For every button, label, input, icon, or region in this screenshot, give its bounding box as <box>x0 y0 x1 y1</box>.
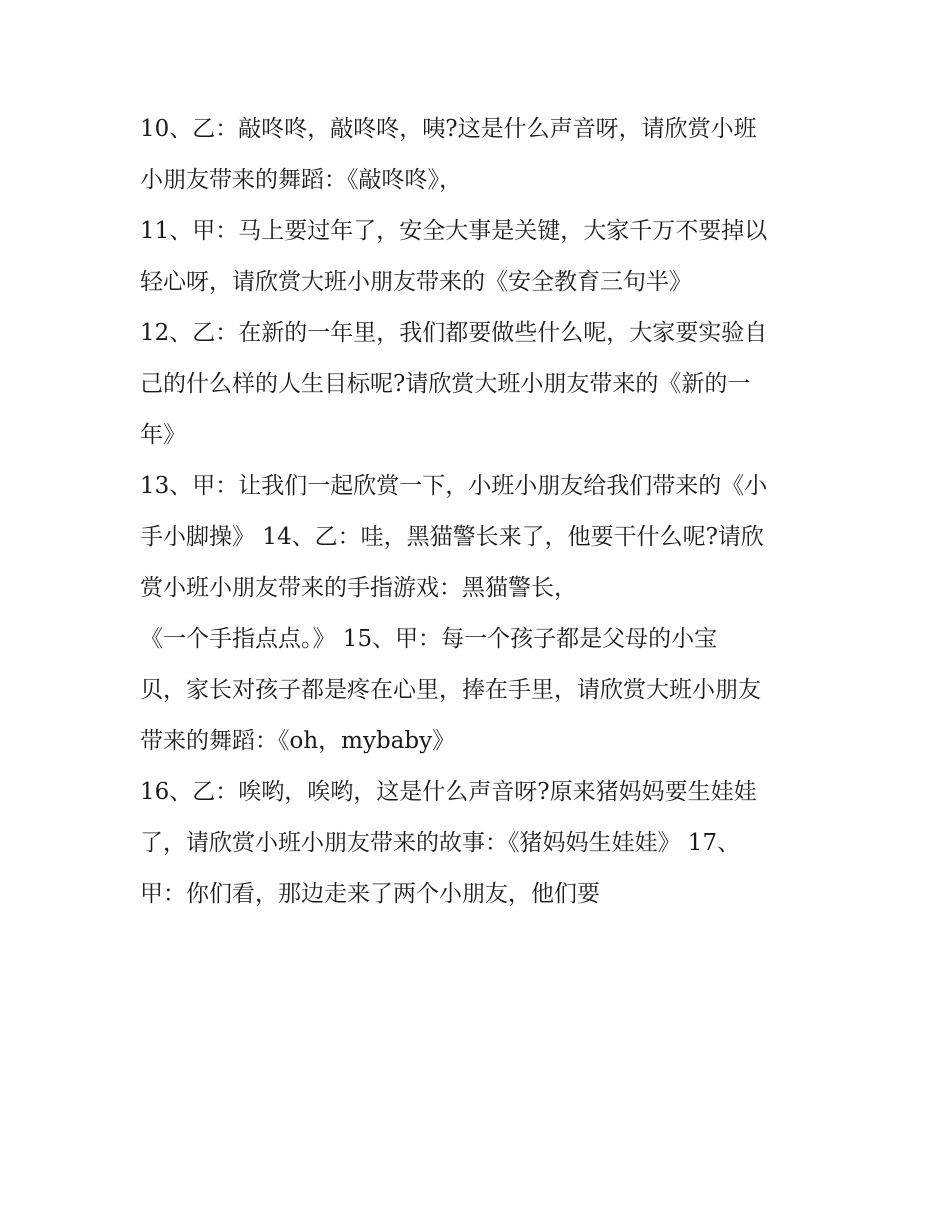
text-line: 13、甲：让我们一起欣赏一下，小班小朋友给我们带来的《小 <box>140 473 768 499</box>
text-line: 12、乙：在新的一年里，我们都要做些什么呢，大家要实验自 <box>140 320 768 346</box>
text-line: 甲：你们看，那边走来了两个小朋友，他们要 <box>140 881 600 907</box>
text-line: 10、乙：敲咚咚，敲咚咚，咦?这是什么声音呀，请欣赏小班 <box>140 116 757 142</box>
text-line: 带来的舞蹈：《oh，mybaby》 <box>140 728 456 754</box>
text-line: 贝，家长对孩子都是疼在心里，捧在手里，请欣赏大班小朋友 <box>140 677 761 703</box>
text-line: 《一个手指点点。》 15、甲：每一个孩子都是父母的小宝 <box>140 626 718 652</box>
text-line: 16、乙：唉哟，唉哟，这是什么声音呀?原来猪妈妈要生娃娃 <box>140 779 757 805</box>
text-line: 11、甲：马上要过年了，安全大事是关键，大家千万不要掉以 <box>140 218 768 244</box>
text-line: 年》 <box>140 422 186 448</box>
text-line: 手小脚操》 14、乙：哇，黑猫警长来了，他要干什么呢?请欣 <box>140 524 764 550</box>
text-line: 赏小班小朋友带来的手指游戏：黑猫警长， <box>140 575 577 601</box>
text-line: 己的什么样的人生目标呢?请欣赏大班小朋友带来的《新的一 <box>140 371 751 397</box>
script-text-block <box>140 104 840 920</box>
text-line: 轻心呀，请欣赏大班小朋友带来的《安全教育三句半》 <box>140 269 692 295</box>
text-line: 小朋友带来的舞蹈：《敲咚咚》， <box>140 167 462 193</box>
text-line: 了，请欣赏小班小朋友带来的故事：《猪妈妈生娃娃》 17、 <box>140 830 741 856</box>
